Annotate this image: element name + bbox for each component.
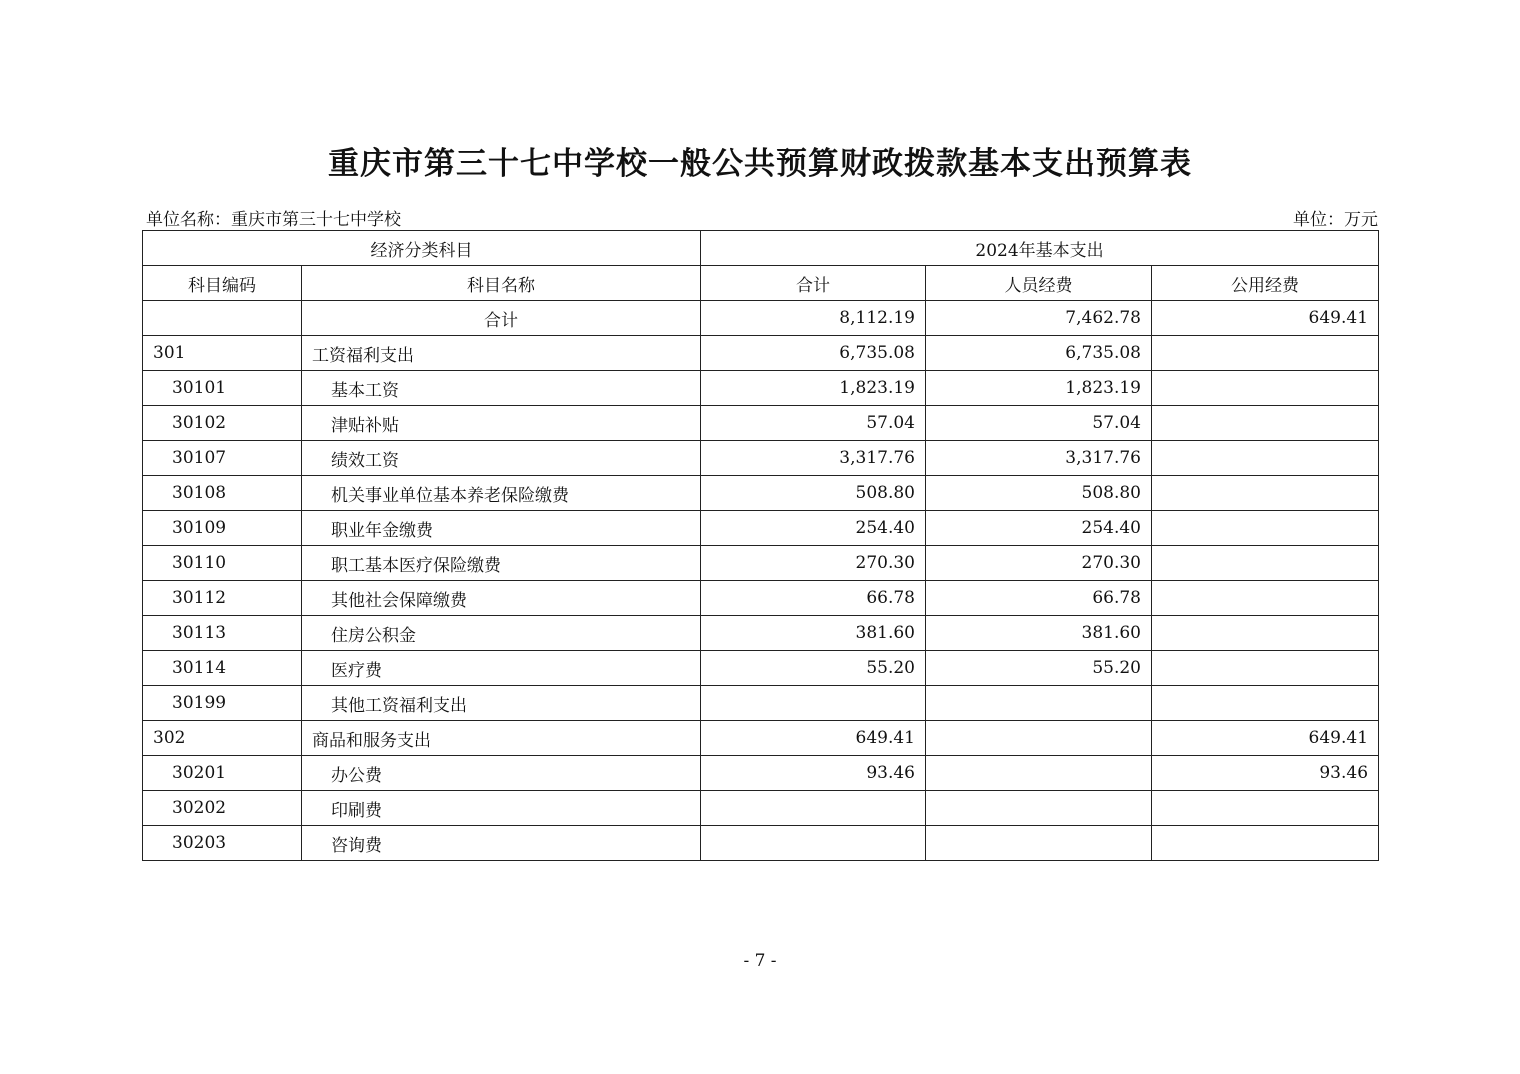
row-name-cell: 咨询费: [302, 826, 701, 861]
col-header-personnel: 人员经费: [926, 266, 1152, 301]
row-personnel-cell: 1,823.19: [926, 371, 1152, 406]
total-row-public: 649.41: [1152, 301, 1379, 336]
row-public-cell: [1152, 616, 1379, 651]
total-row: [143, 301, 1379, 336]
row-code-cell: 30102: [143, 406, 302, 441]
row-personnel-cell: 508.80: [926, 476, 1152, 511]
row-code-cell: 30101: [143, 371, 302, 406]
row-name-cell: 住房公积金: [302, 616, 701, 651]
table-row: [143, 721, 1379, 756]
row-name-cell: 医疗费: [302, 651, 701, 686]
unit-name-label: 单位名称：重庆市第三十七中学校: [146, 210, 401, 230]
row-public-cell: [1152, 406, 1379, 441]
row-personnel-cell: [926, 686, 1152, 721]
row-personnel-cell: 254.40: [926, 511, 1152, 546]
row-public-cell: [1152, 581, 1379, 616]
row-personnel-cell: [926, 756, 1152, 791]
total-row-name: 合计: [302, 301, 701, 336]
table-row: [143, 476, 1379, 511]
row-public-cell: [1152, 826, 1379, 861]
row-public-cell: [1152, 686, 1379, 721]
row-code-cell: 30107: [143, 441, 302, 476]
row-name-cell: 办公费: [302, 756, 701, 791]
row-code-cell: 30203: [143, 826, 302, 861]
table-row: [143, 686, 1379, 721]
row-name-cell: 津贴补贴: [302, 406, 701, 441]
row-name-cell: 职业年金缴费: [302, 511, 701, 546]
table-row: [143, 371, 1379, 406]
row-public-cell: [1152, 441, 1379, 476]
row-name-cell: 绩效工资: [302, 441, 701, 476]
table-row: [143, 651, 1379, 686]
row-name-cell: 印刷费: [302, 791, 701, 826]
row-public-cell: [1152, 791, 1379, 826]
row-personnel-cell: 6,735.08: [926, 336, 1152, 371]
meta-row: [143, 205, 1378, 231]
table-row: [143, 616, 1379, 651]
table-row: [143, 511, 1379, 546]
row-code-cell: 30110: [143, 546, 302, 581]
table-row: [143, 336, 1379, 371]
budget-table: [142, 230, 1379, 861]
row-code-cell: 30109: [143, 511, 302, 546]
row-personnel-cell: [926, 826, 1152, 861]
row-code-cell: 30113: [143, 616, 302, 651]
col-header-code: 科目编码: [143, 266, 302, 301]
page-title: 重庆市第三十七中学校一般公共预算财政拨款基本支出预算表: [328, 146, 1192, 182]
row-total-cell: 381.60: [701, 616, 926, 651]
row-public-cell: [1152, 651, 1379, 686]
table-row: [143, 756, 1379, 791]
page-number: - 7 -: [743, 951, 777, 971]
table-row: [143, 581, 1379, 616]
row-public-cell: [1152, 476, 1379, 511]
table-row: [143, 441, 1379, 476]
row-name-cell: 其他工资福利支出: [302, 686, 701, 721]
row-total-cell: 1,823.19: [701, 371, 926, 406]
row-name-cell: 基本工资: [302, 371, 701, 406]
table-row: [143, 826, 1379, 861]
row-public-cell: [1152, 336, 1379, 371]
row-personnel-cell: 270.30: [926, 546, 1152, 581]
row-total-cell: 3,317.76: [701, 441, 926, 476]
row-total-cell: 270.30: [701, 546, 926, 581]
row-personnel-cell: 55.20: [926, 651, 1152, 686]
row-total-cell: 55.20: [701, 651, 926, 686]
row-public-cell: [1152, 546, 1379, 581]
col-header-public: 公用经费: [1152, 266, 1379, 301]
row-personnel-cell: 381.60: [926, 616, 1152, 651]
row-personnel-cell: 3,317.76: [926, 441, 1152, 476]
row-code-cell: 30199: [143, 686, 302, 721]
row-public-cell: [1152, 371, 1379, 406]
col-header-name: 科目名称: [302, 266, 701, 301]
row-public-cell: 649.41: [1152, 721, 1379, 756]
row-total-cell: 254.40: [701, 511, 926, 546]
row-personnel-cell: 66.78: [926, 581, 1152, 616]
group-header-classification: 经济分类科目: [143, 231, 701, 266]
table-row: [143, 546, 1379, 581]
table-row: [143, 791, 1379, 826]
row-code-cell: 301: [143, 336, 302, 371]
row-total-cell: 93.46: [701, 756, 926, 791]
row-name-cell: 职工基本医疗保险缴费: [302, 546, 701, 581]
row-name-cell: 其他社会保障缴费: [302, 581, 701, 616]
row-total-cell: [701, 826, 926, 861]
row-name-cell: 机关事业单位基本养老保险缴费: [302, 476, 701, 511]
group-header-row: [143, 231, 1379, 266]
table-row: [143, 406, 1379, 441]
total-row-code: [143, 301, 302, 336]
row-code-cell: 30202: [143, 791, 302, 826]
row-public-cell: 93.46: [1152, 756, 1379, 791]
row-personnel-cell: 57.04: [926, 406, 1152, 441]
row-total-cell: 6,735.08: [701, 336, 926, 371]
row-code-cell: 30114: [143, 651, 302, 686]
row-name-cell: 商品和服务支出: [302, 721, 701, 756]
row-code-cell: 30112: [143, 581, 302, 616]
col-header-total: 合计: [701, 266, 926, 301]
group-header-expenditure: 2024年基本支出: [701, 231, 1379, 266]
row-code-cell: 30108: [143, 476, 302, 511]
row-total-cell: 649.41: [701, 721, 926, 756]
row-personnel-cell: [926, 721, 1152, 756]
row-total-cell: 66.78: [701, 581, 926, 616]
row-total-cell: 57.04: [701, 406, 926, 441]
row-public-cell: [1152, 511, 1379, 546]
row-total-cell: 508.80: [701, 476, 926, 511]
row-code-cell: 30201: [143, 756, 302, 791]
row-code-cell: 302: [143, 721, 302, 756]
unit-label: 单位：万元: [1293, 210, 1378, 230]
total-row-personnel: 7,462.78: [926, 301, 1152, 336]
total-row-total: 8,112.19: [701, 301, 926, 336]
row-personnel-cell: [926, 791, 1152, 826]
column-header-row: [143, 266, 1379, 301]
row-total-cell: [701, 686, 926, 721]
row-total-cell: [701, 791, 926, 826]
row-name-cell: 工资福利支出: [302, 336, 701, 371]
